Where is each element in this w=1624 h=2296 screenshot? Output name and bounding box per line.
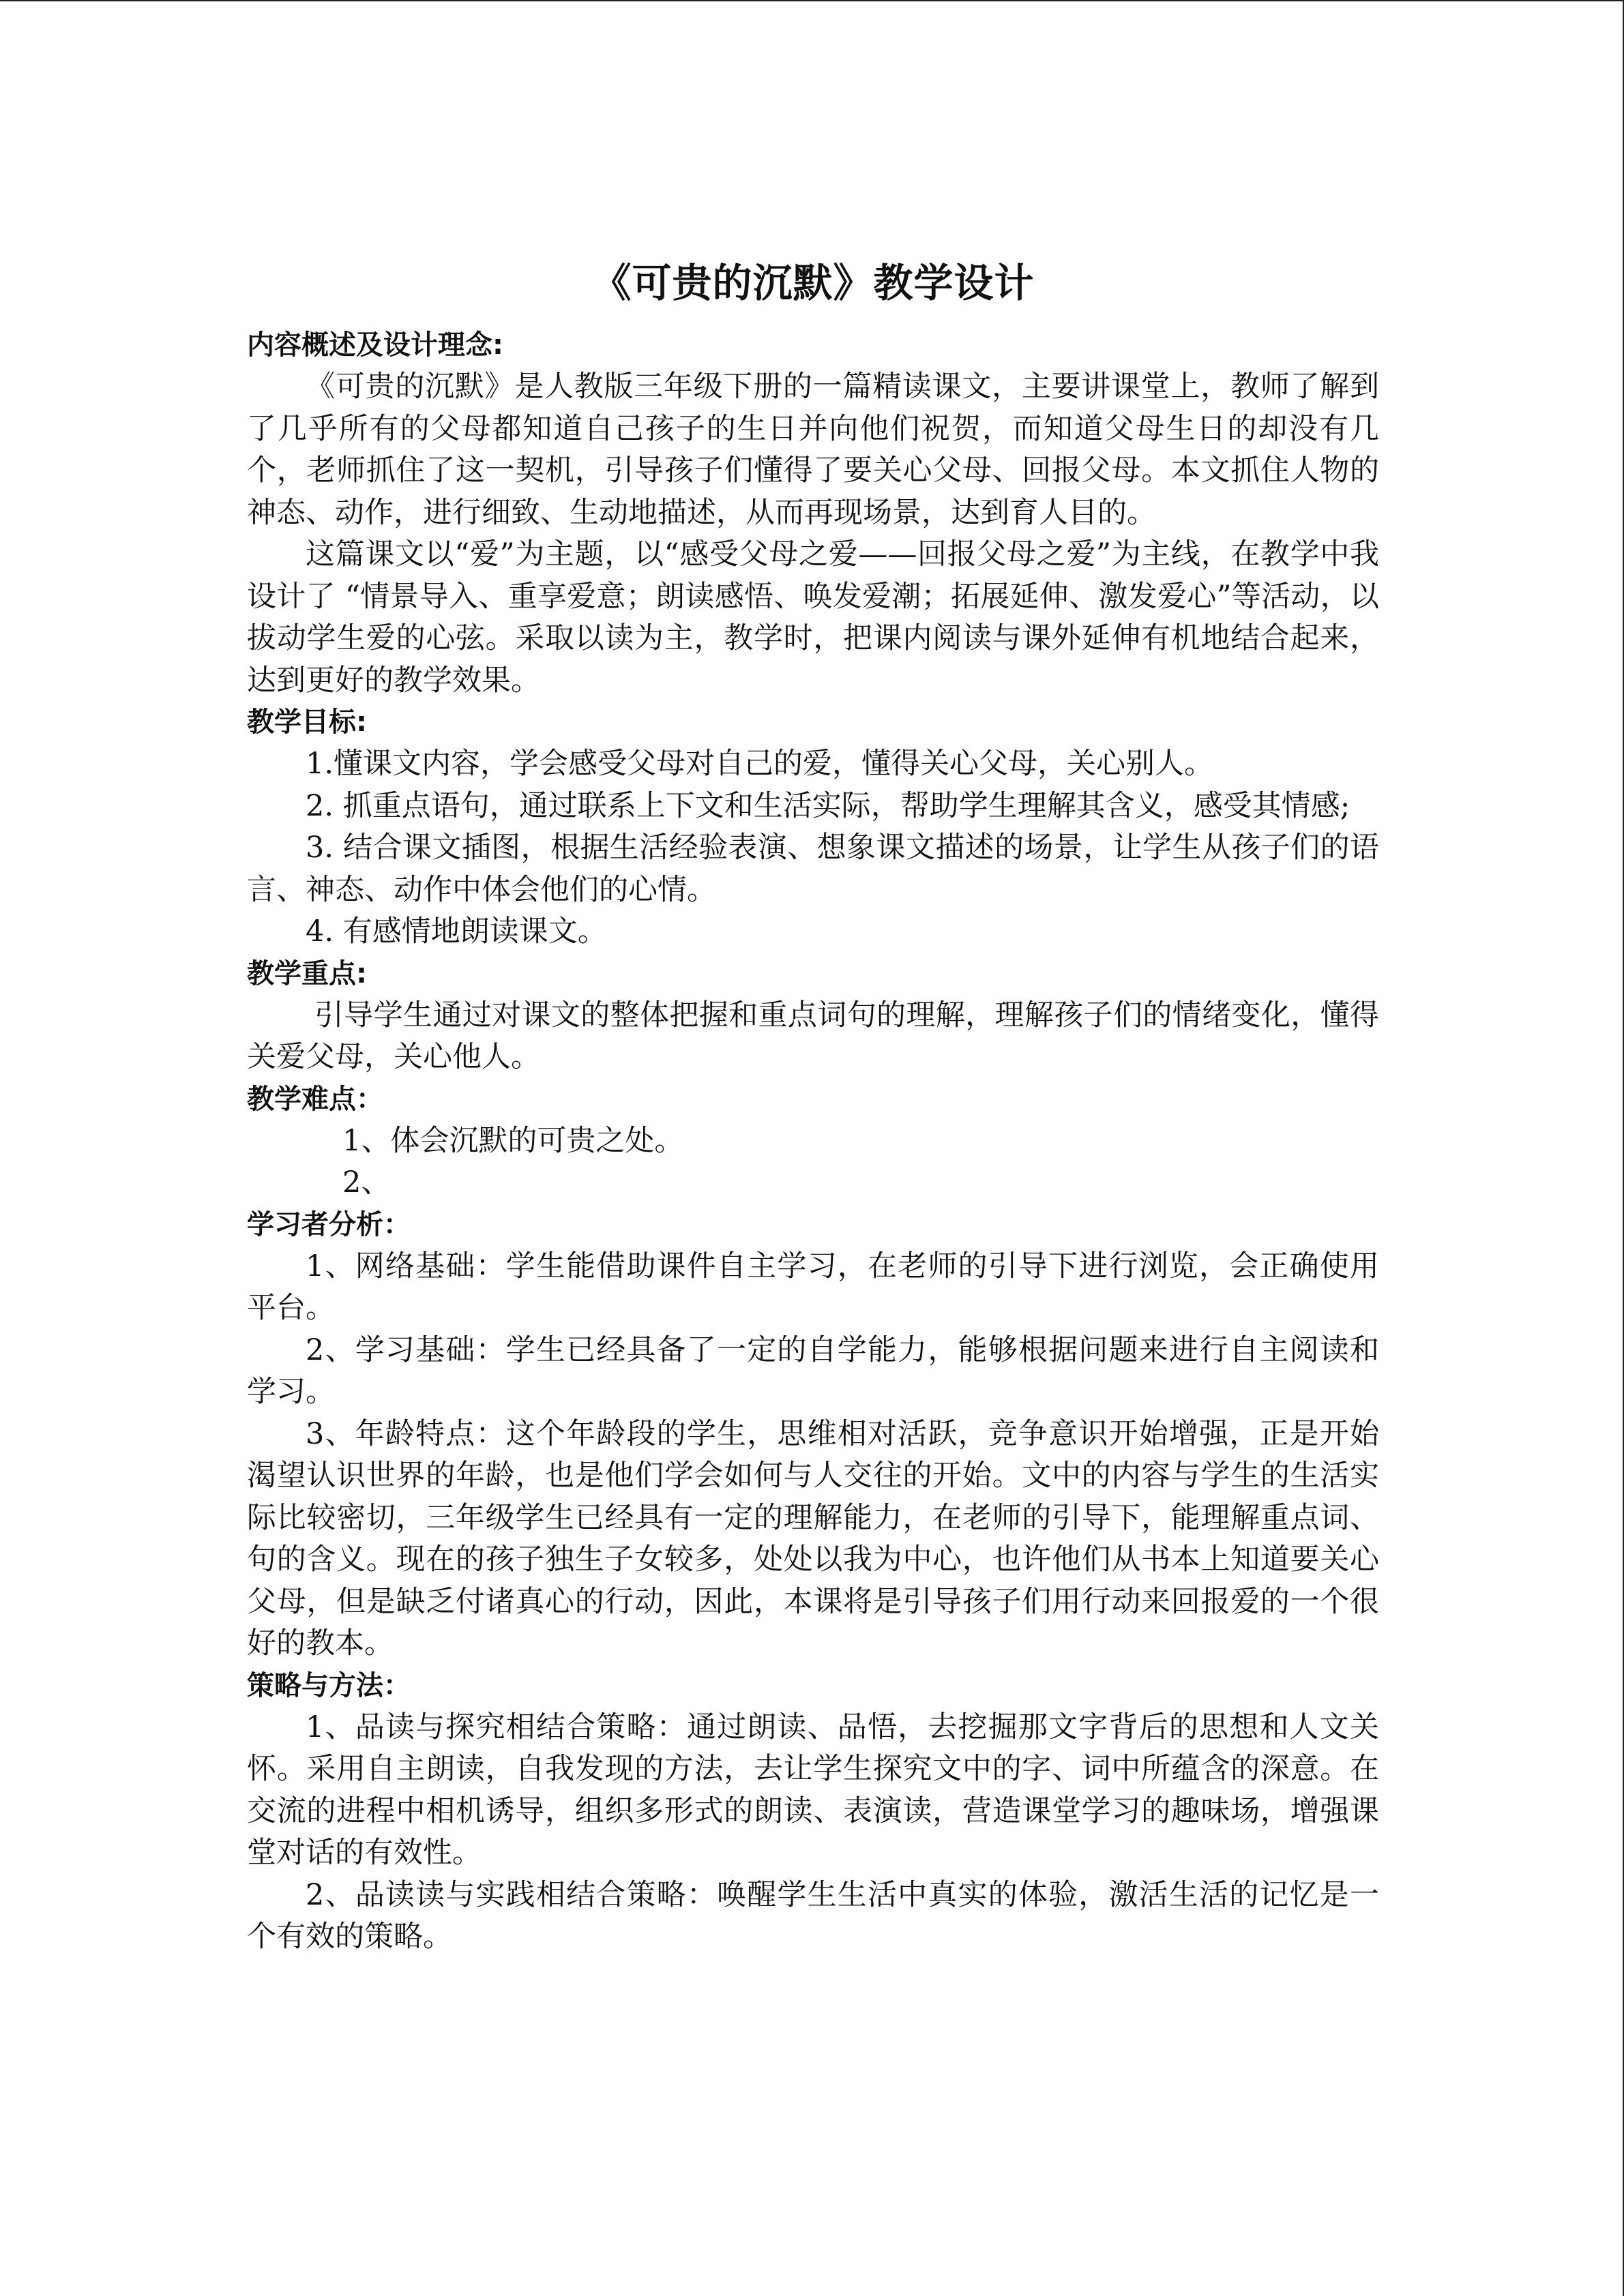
overview-paragraph-2: 这篇课文以“爱”为主题，以“感受父母之爱——回报父母之爱”为主线，在教学中我设计了 “情景导入、重享爱意；朗读感悟、唤发爱潮；拓展延伸、激发爱心”等活动，以拔动学生爱的心弦。采取以读为主，教学时，把课内阅读与课外延伸有机地结合起来，达到更好的教学效果。	[247, 537, 1379, 698]
strategies-paragraph-1: 1、品读与探究相结合策略：通过朗读、品悟，去挖掘那文字背后的思想和人文关怀。采用自主朗读，自我发现的方法，去让学生探究文中的字、词中所蕴含的深意。在交流的进程中相机诱导，组织多形式的朗读、表演读，营造课堂学习的趣味场，增强课堂对话的有效性。	[247, 1710, 1379, 1870]
section-learners	[247, 1204, 1379, 1665]
page-top-border	[0, 0, 1624, 1]
key-points-paragraph: 引导学生通过对课文的整体把握和重点词句的理解，理解孩子们的情绪变化，懂得关爱父母，关心他人。	[247, 998, 1379, 1074]
section-strategies	[247, 1665, 1379, 1958]
difficulty-item-2: 2、	[342, 1165, 391, 1199]
goal-item-4: 4. 有感情地朗读课文。	[306, 914, 607, 949]
learners-paragraph-2: 2、学习基础：学生已经具备了一定的自学能力，能够根据问题来进行自主阅读和学习。	[247, 1332, 1379, 1409]
learners-paragraph-3: 3、年龄特点：这个年龄段的学生，思维相对活跃，竞争意识开始增强，正是开始渴望认识世界的年龄，也是他们学会如何与人交往的开始。文中的内容与学生的生活实际比较密切，三年级学生已经具有一定的理解能力，在老师的引导下，能理解重点词、句的含义。现在的孩子独生子女较多，处处以我为中心，也许他们从书本上知道要关心父母，但是缺乏付诸真心的行动，因此，本课将是引导孩子们用行动来回报爱的一个很好的教本。	[247, 1416, 1379, 1660]
section-heading-difficulties: 教学难点：	[247, 1083, 383, 1115]
section-heading-learners: 学习者分析：	[247, 1208, 411, 1240]
difficulty-item-1: 1、体会沉默的可贵之处。	[342, 1123, 684, 1158]
section-heading-strategies: 策略与方法：	[247, 1669, 411, 1701]
goal-item-1: 1.懂课文内容，学会感受父母对自己的爱，懂得关心父母，关心别人。	[306, 747, 1214, 781]
section-goals	[247, 702, 1379, 953]
goal-item-2: 2. 抓重点语句，通过联系上下文和生活实际，帮助学生理解其含义，感受其情感;	[306, 788, 1350, 823]
section-key-points	[247, 953, 1379, 1079]
section-heading-goals: 教学目标:	[247, 706, 367, 738]
document-body	[247, 252, 1379, 1958]
section-heading-key-points: 教学重点:	[247, 957, 367, 989]
document-title: 《可贵的沉默》教学设计	[591, 260, 1035, 306]
overview-paragraph-1: 《可贵的沉默》是人教版三年级下册的一篇精读课文，主要讲课堂上，教师了解到了几乎所有的父母都知道自己孩子的生日并向他们祝贺，而知道父母生日的却没有几个，老师抓住了这一契机，引导孩子们懂得了要关心父母、回报父母。本文抓住人物的神态、动作，进行细致、生动地描述，从而再现场景，达到育人目的。	[247, 370, 1379, 530]
learners-paragraph-1: 1、网络基础：学生能借助课件自主学习，在老师的引导下进行浏览，会正确使用平台。	[247, 1249, 1379, 1325]
section-heading-overview: 内容概述及设计理念:	[247, 329, 503, 361]
strategies-paragraph-2: 2、品读读与实践相结合策略：唤醒学生生活中真实的体验，激活生活的记忆是一个有效的策略。	[247, 1877, 1379, 1954]
section-difficulties	[247, 1079, 1379, 1204]
goal-item-3: 3. 结合课文插图，根据生活经验表演、想象课文描述的场景，让学生从孩子们的语言、神态、动作中体会他们的心情。	[247, 831, 1379, 907]
section-overview	[247, 325, 1379, 702]
